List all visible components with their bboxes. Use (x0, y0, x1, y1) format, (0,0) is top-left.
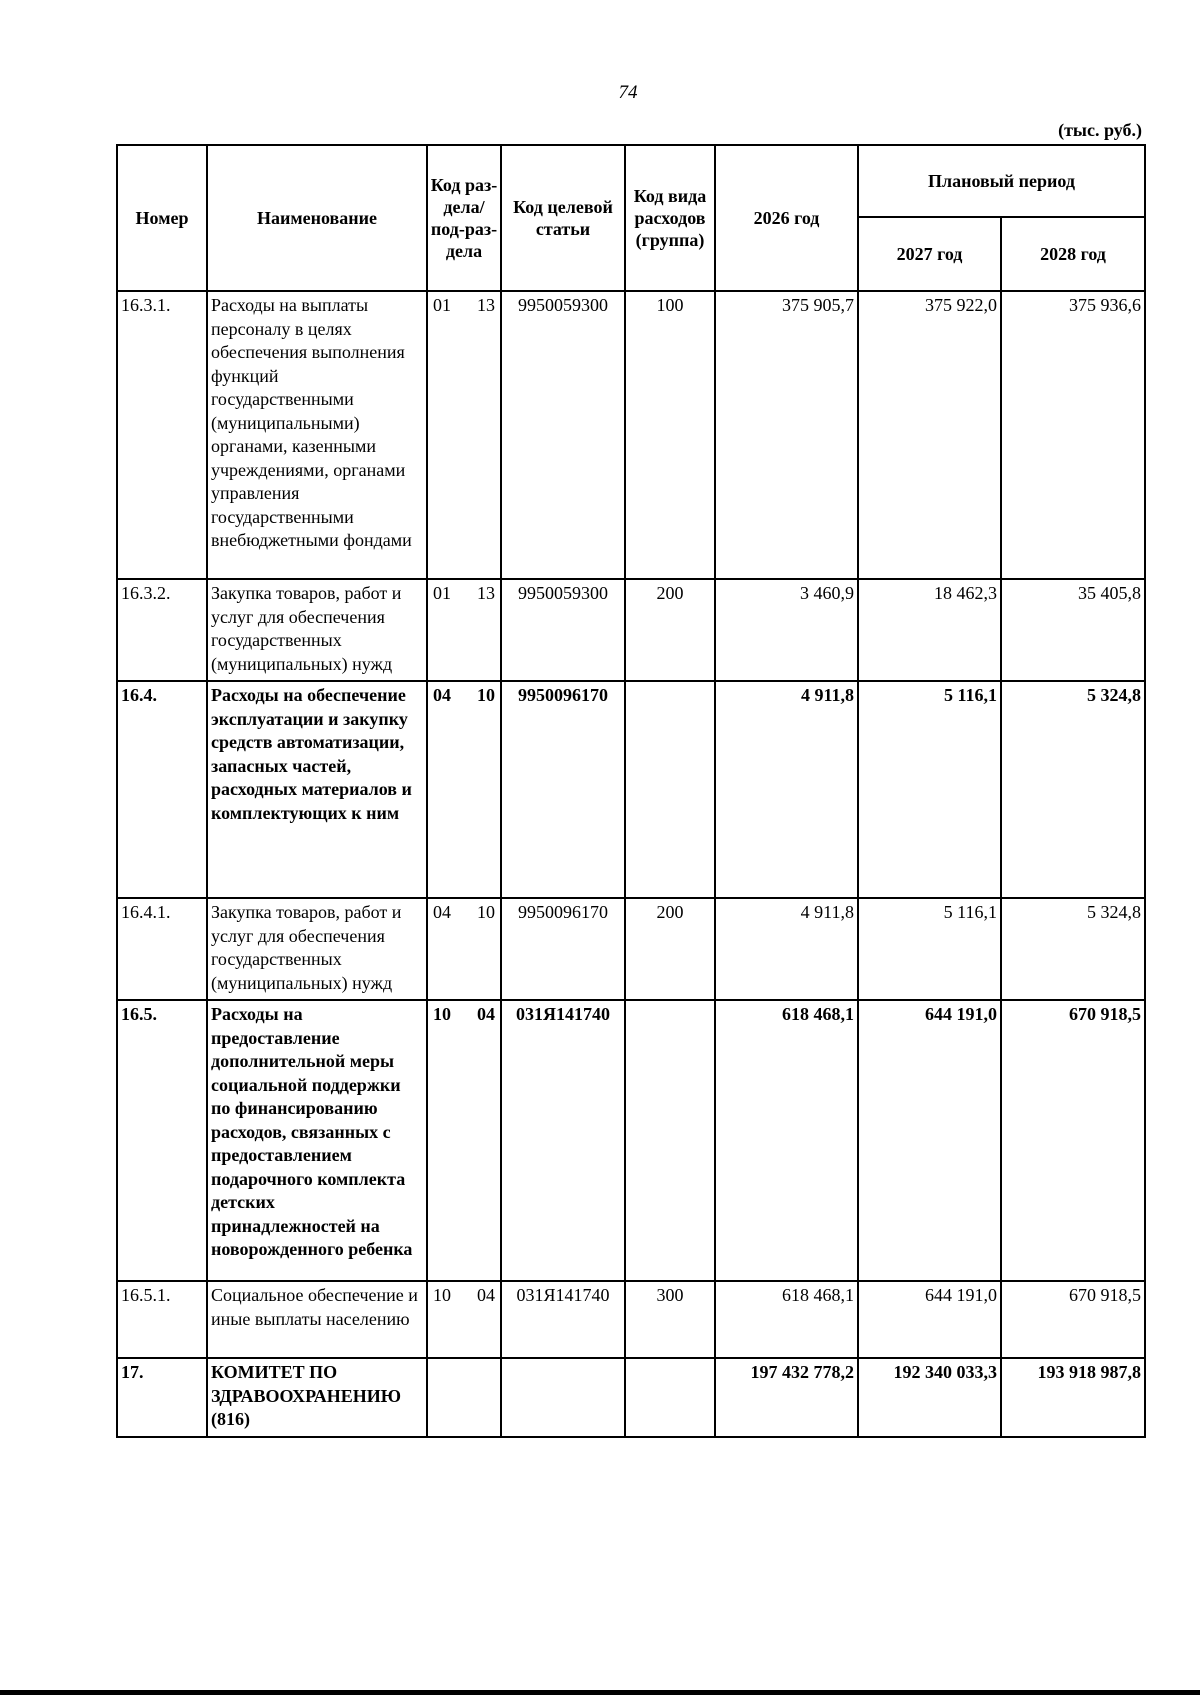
cell-nomer: 16.3.1. (117, 291, 207, 579)
cell-kod-celevoi-stati: 9950059300 (501, 579, 625, 681)
cell-year-2027: 644 191,0 (858, 1000, 1001, 1281)
cell-naimenovanie: Закупка товаров, работ и услуг для обеспечения государственных (муниципальных) нужд (207, 898, 427, 1000)
table-row (117, 1000, 1145, 1281)
header-kod-vida-rashodov: Код вида расходов (группа) (625, 145, 715, 291)
scan-bottom-edge (0, 1690, 1200, 1695)
cell-year-2026: 3 460,9 (715, 579, 858, 681)
cell-kod-razdela (427, 681, 501, 898)
podrazdel-code: 04 (477, 1285, 495, 1305)
table-row (117, 1358, 1145, 1437)
cell-naimenovanie: Расходы на предоставление дополнительной меры социальной поддержки по финансированию расходов, связанных с предоставлением подарочного комплекта детских принадлежностей на новорожденного ребенка (207, 1000, 427, 1281)
podrazdel-code: 10 (477, 902, 495, 922)
cell-year-2028: 375 936,6 (1001, 291, 1145, 579)
cell-year-2028: 5 324,8 (1001, 898, 1145, 1000)
header-nomer: Номер (117, 145, 207, 291)
cell-naimenovanie: Закупка товаров, работ и услуг для обеспечения государственных (муниципальных) нужд (207, 579, 427, 681)
cell-kod-celevoi-stati: 9950096170 (501, 681, 625, 898)
cell-kod-razdela (427, 1281, 501, 1358)
cell-year-2027: 5 116,1 (858, 898, 1001, 1000)
cell-year-2026: 375 905,7 (715, 291, 858, 579)
cell-year-2026: 4 911,8 (715, 898, 858, 1000)
razdel-code: 01 (433, 583, 451, 603)
cell-kod-vida-rashodov (625, 1000, 715, 1281)
header-planovyi-period: Плановый период (858, 145, 1145, 217)
cell-kod-vida-rashodov: 300 (625, 1281, 715, 1358)
cell-naimenovanie: Расходы на выплаты персоналу в целях обеспечения выполнения функций государственными (муниципальными) органами, казенными учреждениями, органами управления государственными внебюджетными фондами (207, 291, 427, 579)
cell-year-2028: 35 405,8 (1001, 579, 1145, 681)
table-row (117, 579, 1145, 681)
cell-year-2027: 18 462,3 (858, 579, 1001, 681)
table-row (117, 1281, 1145, 1358)
cell-kod-razdela (427, 898, 501, 1000)
cell-nomer: 16.5.1. (117, 1281, 207, 1358)
cell-kod-celevoi-stati: 031Я141740 (501, 1000, 625, 1281)
cell-nomer: 16.5. (117, 1000, 207, 1281)
header-kod-razdela: Код раз-дела/ под-раз-дела (427, 145, 501, 291)
cell-year-2026: 4 911,8 (715, 681, 858, 898)
cell-nomer: 17. (117, 1358, 207, 1437)
cell-naimenovanie: Социальное обеспечение и иные выплаты населению (207, 1281, 427, 1358)
cell-kod-celevoi-stati (501, 1358, 625, 1437)
table-row (117, 898, 1145, 1000)
podrazdel-code: 13 (477, 295, 495, 315)
razdel-code: 04 (433, 902, 451, 922)
cell-kod-celevoi-stati: 9950059300 (501, 291, 625, 579)
cell-kod-vida-rashodov (625, 1358, 715, 1437)
razdel-code: 04 (433, 685, 451, 705)
cell-kod-celevoi-stati: 9950096170 (501, 898, 625, 1000)
cell-kod-vida-rashodov: 200 (625, 898, 715, 1000)
cell-nomer: 16.3.2. (117, 579, 207, 681)
cell-year-2027: 375 922,0 (858, 291, 1001, 579)
cell-year-2027: 192 340 033,3 (858, 1358, 1001, 1437)
cell-kod-celevoi-stati: 031Я141740 (501, 1281, 625, 1358)
page-number: 74 (618, 82, 638, 103)
budget-table (116, 144, 1146, 1438)
cell-year-2027: 5 116,1 (858, 681, 1001, 898)
cell-naimenovanie: КОМИТЕТ ПО ЗДРАВООХРАНЕНИЮ (816) (207, 1358, 427, 1437)
cell-year-2028: 193 918 987,8 (1001, 1358, 1145, 1437)
header-kod-celevoi-stati: Код целевой статьи (501, 145, 625, 291)
cell-year-2027: 644 191,0 (858, 1281, 1001, 1358)
cell-nomer: 16.4.1. (117, 898, 207, 1000)
cell-year-2028: 5 324,8 (1001, 681, 1145, 898)
cell-nomer: 16.4. (117, 681, 207, 898)
cell-year-2026: 618 468,1 (715, 1000, 858, 1281)
razdel-code: 01 (433, 295, 451, 315)
cell-kod-razdela (427, 291, 501, 579)
cell-year-2028: 670 918,5 (1001, 1000, 1145, 1281)
cell-year-2026: 618 468,1 (715, 1281, 858, 1358)
header-year-2026: 2026 год (715, 145, 858, 291)
table-body (117, 291, 1145, 1437)
cell-kod-razdela (427, 1000, 501, 1281)
podrazdel-code: 13 (477, 583, 495, 603)
cell-kod-razdela (427, 579, 501, 681)
cell-kod-razdela (427, 1358, 501, 1437)
units-label: (тыс. руб.) (1058, 120, 1142, 140)
razdel-code: 10 (433, 1004, 451, 1024)
header-naimenovanie: Наименование (207, 145, 427, 291)
header-year-2028: 2028 год (1001, 217, 1145, 291)
table-row (117, 681, 1145, 898)
cell-year-2028: 670 918,5 (1001, 1281, 1145, 1358)
table-row (117, 291, 1145, 579)
cell-kod-vida-rashodov: 200 (625, 579, 715, 681)
cell-kod-vida-rashodov: 100 (625, 291, 715, 579)
cell-year-2026: 197 432 778,2 (715, 1358, 858, 1437)
cell-naimenovanie: Расходы на обеспечение эксплуатации и закупку средств автоматизации, запасных частей, расходных материалов и комплектующих к ним (207, 681, 427, 898)
podrazdel-code: 10 (477, 685, 495, 705)
podrazdel-code: 04 (477, 1004, 495, 1024)
razdel-code: 10 (433, 1285, 451, 1305)
header-year-2027: 2027 год (858, 217, 1001, 291)
cell-kod-vida-rashodov (625, 681, 715, 898)
